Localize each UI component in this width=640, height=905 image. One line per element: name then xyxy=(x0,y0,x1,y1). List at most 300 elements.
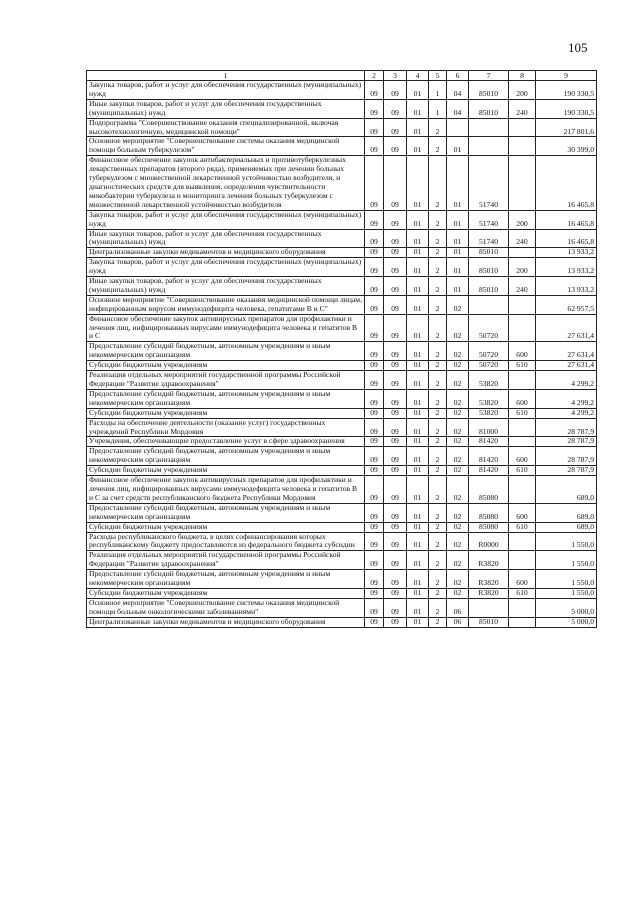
row-description: Учреждения, обеспечивающие предоставление услуг в сфере здравоохранения xyxy=(87,437,365,447)
expense-type-code: 600 xyxy=(509,342,536,361)
amount: 27 631,4 xyxy=(536,342,597,361)
program-code: 2 xyxy=(429,418,447,437)
table-row xyxy=(87,466,597,476)
ministry-code: 09 xyxy=(365,258,384,277)
subsection-code: 01 xyxy=(407,342,429,361)
ministry-code: 09 xyxy=(365,389,384,408)
row-description: Основное мероприятие "Совершенствование системы оказания медицинской помощи больным онкологическими заболеваниями" xyxy=(87,598,365,617)
ministry-code: 09 xyxy=(365,503,384,522)
expense-type-code xyxy=(509,532,536,551)
section-code: 09 xyxy=(384,532,407,551)
amount: 13 933,2 xyxy=(536,277,597,296)
amount: 28 787,9 xyxy=(536,466,597,476)
expense-code: 50720 xyxy=(469,361,509,371)
table-row xyxy=(87,408,597,418)
subsection-code: 01 xyxy=(407,371,429,390)
subprogram-code: 02 xyxy=(447,361,469,371)
row-description: Субсидии бюджетным учреждениям xyxy=(87,361,365,371)
subsection-code: 01 xyxy=(407,389,429,408)
ministry-code: 09 xyxy=(365,361,384,371)
expense-type-code xyxy=(509,137,536,156)
col-header: 9 xyxy=(536,71,597,81)
section-code: 09 xyxy=(384,598,407,617)
expense-code: 50720 xyxy=(469,314,509,342)
table-row xyxy=(87,258,597,277)
subsection-code: 01 xyxy=(407,522,429,532)
ministry-code: 09 xyxy=(365,598,384,617)
amount: 1 550,0 xyxy=(536,570,597,589)
section-code: 09 xyxy=(384,570,407,589)
subprogram-code: 02 xyxy=(447,588,469,598)
ministry-code: 09 xyxy=(365,532,384,551)
section-code: 09 xyxy=(384,418,407,437)
subsection-code: 01 xyxy=(407,210,429,229)
expense-code: 50720 xyxy=(469,342,509,361)
section-code: 09 xyxy=(384,389,407,408)
expense-type-code xyxy=(509,476,536,504)
expense-code: 85010 xyxy=(469,248,509,258)
table-row xyxy=(87,371,597,390)
col-header: 6 xyxy=(447,71,469,81)
row-description: Субсидии бюджетным учреждениям xyxy=(87,408,365,418)
amount: 27 631,4 xyxy=(536,361,597,371)
program-code: 2 xyxy=(429,229,447,248)
amount: 5 000,0 xyxy=(536,598,597,617)
section-code: 09 xyxy=(384,342,407,361)
section-code: 09 xyxy=(384,99,407,118)
program-code: 2 xyxy=(429,522,447,532)
program-code: 2 xyxy=(429,277,447,296)
program-code: 2 xyxy=(429,361,447,371)
section-code: 09 xyxy=(384,81,407,100)
page-number: 105 xyxy=(568,40,588,55)
subsection-code: 01 xyxy=(407,229,429,248)
section-code: 09 xyxy=(384,295,407,314)
row-description: Предоставление субсидий бюджетным, автономным учреждениям и иным некоммерческим организациям xyxy=(87,342,365,361)
table-row xyxy=(87,118,597,137)
program-code: 2 xyxy=(429,532,447,551)
ministry-code: 09 xyxy=(365,617,384,627)
section-code: 09 xyxy=(384,314,407,342)
expense-type-code xyxy=(509,437,536,447)
section-code: 09 xyxy=(384,551,407,570)
subprogram-code: 02 xyxy=(447,522,469,532)
program-code: 2 xyxy=(429,598,447,617)
subprogram-code: 02 xyxy=(447,342,469,361)
expense-type-code: 610 xyxy=(509,522,536,532)
expense-code: 81420 xyxy=(469,466,509,476)
row-description: Основное мероприятие "Совершенствование системы оказания медицинской помощи больным туберкулезом" xyxy=(87,137,365,156)
program-code: 2 xyxy=(429,466,447,476)
program-code: 2 xyxy=(429,503,447,522)
table-row xyxy=(87,81,597,100)
expense-code: R3820 xyxy=(469,551,509,570)
table-row xyxy=(87,229,597,248)
row-description: Закупка товаров, работ и услуг для обеспечения государственных (муниципальных) нужд xyxy=(87,258,365,277)
ministry-code: 09 xyxy=(365,81,384,100)
amount: 689,0 xyxy=(536,503,597,522)
section-code: 09 xyxy=(384,437,407,447)
table-row xyxy=(87,522,597,532)
table-row xyxy=(87,342,597,361)
section-code: 09 xyxy=(384,137,407,156)
expense-code: 51740 xyxy=(469,210,509,229)
expense-type-code: 600 xyxy=(509,570,536,589)
subprogram-code: 02 xyxy=(447,314,469,342)
program-code: 2 xyxy=(429,389,447,408)
table-row xyxy=(87,277,597,296)
ministry-code: 09 xyxy=(365,418,384,437)
expense-code: 85010 xyxy=(469,81,509,100)
amount: 190 330,5 xyxy=(536,99,597,118)
table-row xyxy=(87,389,597,408)
section-code: 09 xyxy=(384,361,407,371)
expense-type-code xyxy=(509,617,536,627)
ministry-code: 09 xyxy=(365,466,384,476)
program-code: 1 xyxy=(429,99,447,118)
table-row xyxy=(87,210,597,229)
ministry-code: 09 xyxy=(365,342,384,361)
expense-type-code: 610 xyxy=(509,408,536,418)
row-description: Субсидии бюджетным учреждениям xyxy=(87,588,365,598)
row-description: Централизованные закупки медикаментов и медицинского оборудования xyxy=(87,248,365,258)
section-code: 09 xyxy=(384,258,407,277)
expense-type-code: 600 xyxy=(509,447,536,466)
subprogram-code: 01 xyxy=(447,137,469,156)
subsection-code: 01 xyxy=(407,361,429,371)
table-row xyxy=(87,137,597,156)
amount: 4 299,2 xyxy=(536,389,597,408)
expense-code: 85080 xyxy=(469,522,509,532)
expense-type-code: 610 xyxy=(509,361,536,371)
subsection-code: 01 xyxy=(407,314,429,342)
row-description: Иные закупки товаров, работ и услуг для обеспечения государственных (муниципальных) нужд xyxy=(87,277,365,296)
amount: 13 933,2 xyxy=(536,258,597,277)
amount: 28 787,9 xyxy=(536,447,597,466)
expense-type-code: 600 xyxy=(509,389,536,408)
subsection-code: 01 xyxy=(407,476,429,504)
table-row xyxy=(87,437,597,447)
program-code: 2 xyxy=(429,118,447,137)
section-code: 09 xyxy=(384,466,407,476)
amount: 4 299,2 xyxy=(536,371,597,390)
col-header: 7 xyxy=(469,71,509,81)
expense-type-code xyxy=(509,598,536,617)
row-description: Иные закупки товаров, работ и услуг для обеспечения государственных (муниципальных) нужд xyxy=(87,99,365,118)
ministry-code: 09 xyxy=(365,295,384,314)
expense-code: 85010 xyxy=(469,99,509,118)
table-row xyxy=(87,617,597,627)
ministry-code: 09 xyxy=(365,408,384,418)
col-header: 8 xyxy=(509,71,536,81)
table-row xyxy=(87,598,597,617)
amount: 1 550,0 xyxy=(536,588,597,598)
amount: 689,0 xyxy=(536,476,597,504)
expense-type-code xyxy=(509,371,536,390)
subsection-code: 01 xyxy=(407,258,429,277)
subprogram-code: 04 xyxy=(447,81,469,100)
subprogram-code: 02 xyxy=(447,389,469,408)
table-row xyxy=(87,156,597,210)
expense-code: 53820 xyxy=(469,389,509,408)
row-description: Финансовое обеспечение закупок антивирусных препаратов для профилактики и лечения лиц, инфицированных вирусами иммунодефицита человека и гепатитов В и С xyxy=(87,314,365,342)
expense-type-code xyxy=(509,248,536,258)
program-code: 2 xyxy=(429,617,447,627)
col-header: 3 xyxy=(384,71,407,81)
col-header: 1 xyxy=(87,71,365,81)
section-code: 09 xyxy=(384,118,407,137)
amount: 1 550,0 xyxy=(536,532,597,551)
expense-type-code xyxy=(509,295,536,314)
section-code: 09 xyxy=(384,156,407,210)
subprogram-code: 02 xyxy=(447,532,469,551)
table-row xyxy=(87,295,597,314)
col-header: 5 xyxy=(429,71,447,81)
table-row xyxy=(87,418,597,437)
amount: 1 550,0 xyxy=(536,551,597,570)
subprogram-code: 01 xyxy=(447,277,469,296)
subprogram-code: 02 xyxy=(447,418,469,437)
program-code: 2 xyxy=(429,437,447,447)
expense-type-code xyxy=(509,118,536,137)
program-code: 2 xyxy=(429,342,447,361)
program-code: 2 xyxy=(429,156,447,210)
section-code: 09 xyxy=(384,408,407,418)
expense-type-code: 240 xyxy=(509,229,536,248)
subprogram-code: 02 xyxy=(447,371,469,390)
subsection-code: 01 xyxy=(407,598,429,617)
subprogram-code: 02 xyxy=(447,466,469,476)
program-code: 2 xyxy=(429,476,447,504)
row-description: Закупка товаров, работ и услуг для обеспечения государственных (муниципальных) нужд xyxy=(87,81,365,100)
expense-code: 85010 xyxy=(469,617,509,627)
expense-type-code: 600 xyxy=(509,503,536,522)
subsection-code: 01 xyxy=(407,295,429,314)
section-code: 09 xyxy=(384,229,407,248)
budget-table xyxy=(86,70,597,628)
subprogram-code: 02 xyxy=(447,408,469,418)
expense-code xyxy=(469,598,509,617)
row-description: Предоставление субсидий бюджетным, автономным учреждениям и иным некоммерческим организациям xyxy=(87,570,365,589)
subprogram-code: 02 xyxy=(447,570,469,589)
program-code: 2 xyxy=(429,210,447,229)
subprogram-code: 02 xyxy=(447,437,469,447)
expense-code: R3820 xyxy=(469,588,509,598)
ministry-code: 09 xyxy=(365,99,384,118)
subprogram-code: 06 xyxy=(447,617,469,627)
section-code: 09 xyxy=(384,503,407,522)
expense-type-code: 240 xyxy=(509,277,536,296)
table-row xyxy=(87,476,597,504)
table-row xyxy=(87,532,597,551)
subsection-code: 01 xyxy=(407,617,429,627)
subsection-code: 01 xyxy=(407,418,429,437)
row-description: Субсидии бюджетным учреждениям xyxy=(87,466,365,476)
ministry-code: 09 xyxy=(365,551,384,570)
expense-code: R0000 xyxy=(469,532,509,551)
expense-type-code xyxy=(509,314,536,342)
ministry-code: 09 xyxy=(365,437,384,447)
table-row xyxy=(87,588,597,598)
amount: 190 330,5 xyxy=(536,81,597,100)
amount: 16 465,8 xyxy=(536,210,597,229)
subsection-code: 01 xyxy=(407,466,429,476)
subsection-code: 01 xyxy=(407,588,429,598)
amount: 13 933,2 xyxy=(536,248,597,258)
expense-code: 51740 xyxy=(469,229,509,248)
subsection-code: 01 xyxy=(407,551,429,570)
expense-code: 85080 xyxy=(469,476,509,504)
expense-code: 85010 xyxy=(469,258,509,277)
ministry-code: 09 xyxy=(365,118,384,137)
row-description: Предоставление субсидий бюджетным, автономным учреждениям и иным некоммерческим организациям xyxy=(87,447,365,466)
ministry-code: 09 xyxy=(365,229,384,248)
program-code: 2 xyxy=(429,408,447,418)
expense-type-code xyxy=(509,551,536,570)
amount: 689,0 xyxy=(536,522,597,532)
header-row xyxy=(87,71,597,81)
program-code: 2 xyxy=(429,258,447,277)
table-row xyxy=(87,551,597,570)
expense-code: 85010 xyxy=(469,277,509,296)
subprogram-code xyxy=(447,118,469,137)
section-code: 09 xyxy=(384,277,407,296)
subsection-code: 01 xyxy=(407,532,429,551)
expense-code: R3820 xyxy=(469,570,509,589)
program-code: 2 xyxy=(429,447,447,466)
expense-code: 81000 xyxy=(469,418,509,437)
subsection-code: 01 xyxy=(407,99,429,118)
table-row xyxy=(87,503,597,522)
row-description: Финансовое обеспечение закупок антивирусных препаратов для профилактики и лечения лиц, инфицированных вирусами иммунодефицита человека и гепатитов В и С за счет средств республиканского бюджета Республики Мордовия xyxy=(87,476,365,504)
section-code: 09 xyxy=(384,588,407,598)
subprogram-code: 02 xyxy=(447,447,469,466)
expense-type-code: 610 xyxy=(509,588,536,598)
expense-code: 51740 xyxy=(469,156,509,210)
ministry-code: 09 xyxy=(365,570,384,589)
expense-code xyxy=(469,137,509,156)
col-header: 4 xyxy=(407,71,429,81)
subsection-code: 01 xyxy=(407,248,429,258)
ministry-code: 09 xyxy=(365,277,384,296)
subsection-code: 01 xyxy=(407,156,429,210)
section-code: 09 xyxy=(384,617,407,627)
expense-type-code: 200 xyxy=(509,258,536,277)
expense-code: 81420 xyxy=(469,437,509,447)
row-description: Предоставление субсидий бюджетным, автономным учреждениям и иным некоммерческим организациям xyxy=(87,389,365,408)
amount: 16 465,8 xyxy=(536,156,597,210)
amount: 28 787,9 xyxy=(536,418,597,437)
amount: 27 631,4 xyxy=(536,314,597,342)
ministry-code: 09 xyxy=(365,137,384,156)
subsection-code: 01 xyxy=(407,408,429,418)
subprogram-code: 02 xyxy=(447,295,469,314)
subprogram-code: 02 xyxy=(447,476,469,504)
subsection-code: 01 xyxy=(407,277,429,296)
subprogram-code: 06 xyxy=(447,598,469,617)
expense-code: 53820 xyxy=(469,371,509,390)
amount: 62 957,5 xyxy=(536,295,597,314)
subsection-code: 01 xyxy=(407,118,429,137)
section-code: 09 xyxy=(384,447,407,466)
col-header: 2 xyxy=(365,71,384,81)
ministry-code: 09 xyxy=(365,588,384,598)
row-description: Подпрограмма "Совершенствование оказания специализированной, включая высокотехнологичную, медицинской помощи" xyxy=(87,118,365,137)
subsection-code: 01 xyxy=(407,437,429,447)
expense-code: 81420 xyxy=(469,447,509,466)
program-code: 2 xyxy=(429,314,447,342)
row-description: Централизованные закупки медикаментов и медицинского оборудования xyxy=(87,617,365,627)
ministry-code: 09 xyxy=(365,522,384,532)
subprogram-code: 04 xyxy=(447,99,469,118)
ministry-code: 09 xyxy=(365,371,384,390)
table-row xyxy=(87,314,597,342)
subsection-code: 01 xyxy=(407,137,429,156)
program-code: 2 xyxy=(429,137,447,156)
section-code: 09 xyxy=(384,371,407,390)
row-description: Финансовое обеспечение закупок антибактериальных и противотуберкулезных лекарственных препаратов (второго ряда), применяемых при лечении больных туберкулезом с множественной лекарственной устойчивостью возбудителя, и диагностических средств для выявления, определения чувствительности микобактерии туберкулеза и мониторинга лечения больных туберкулезом с множественной лекарственной устойчивостью возбудителя xyxy=(87,156,365,210)
program-code: 1 xyxy=(429,81,447,100)
subsection-code: 01 xyxy=(407,81,429,100)
amount: 30 399,0 xyxy=(536,137,597,156)
expense-code: 85080 xyxy=(469,503,509,522)
section-code: 09 xyxy=(384,476,407,504)
row-description: Предоставление субсидий бюджетным, автономным учреждениям и иным некоммерческим организациям xyxy=(87,503,365,522)
program-code: 2 xyxy=(429,551,447,570)
table-row xyxy=(87,570,597,589)
subprogram-code: 01 xyxy=(447,258,469,277)
subprogram-code: 01 xyxy=(447,229,469,248)
expense-code: 53820 xyxy=(469,408,509,418)
expense-type-code xyxy=(509,156,536,210)
row-description: Расходы на обеспечение деятельности (оказание услуг) государственных учреждений Республики Мордовия xyxy=(87,418,365,437)
program-code: 2 xyxy=(429,588,447,598)
program-code: 2 xyxy=(429,570,447,589)
ministry-code: 09 xyxy=(365,248,384,258)
row-description: Расходы республиканского бюджета, в целях софинансирования которых республиканскому бюджету предоставляются из федерального бюджета субсидии xyxy=(87,532,365,551)
row-description: Реализация отдельных мероприятий государственной программы Российской Федерации "Развитие здравоохранения" xyxy=(87,551,365,570)
expense-type-code: 200 xyxy=(509,81,536,100)
ministry-code: 09 xyxy=(365,156,384,210)
section-code: 09 xyxy=(384,210,407,229)
subprogram-code: 01 xyxy=(447,156,469,210)
expense-type-code: 200 xyxy=(509,210,536,229)
amount: 217 801,6 xyxy=(536,118,597,137)
ministry-code: 09 xyxy=(365,476,384,504)
subsection-code: 01 xyxy=(407,570,429,589)
subprogram-code: 01 xyxy=(447,210,469,229)
table-row xyxy=(87,248,597,258)
expense-type-code xyxy=(509,418,536,437)
subprogram-code: 02 xyxy=(447,503,469,522)
subsection-code: 01 xyxy=(407,503,429,522)
row-description: Основное мероприятие "Совершенствование оказания медицинской помощи лицам, инфицированным вирусом иммунодефицита человека, гепатитами В и С" xyxy=(87,295,365,314)
section-code: 09 xyxy=(384,522,407,532)
amount: 4 299,2 xyxy=(536,408,597,418)
ministry-code: 09 xyxy=(365,314,384,342)
expense-type-code: 610 xyxy=(509,466,536,476)
row-description: Субсидии бюджетным учреждениям xyxy=(87,522,365,532)
table-row xyxy=(87,447,597,466)
amount: 5 000,0 xyxy=(536,617,597,627)
expense-type-code: 240 xyxy=(509,99,536,118)
program-code: 2 xyxy=(429,295,447,314)
program-code: 2 xyxy=(429,248,447,258)
table-row xyxy=(87,99,597,118)
subprogram-code: 02 xyxy=(447,551,469,570)
subsection-code: 01 xyxy=(407,447,429,466)
ministry-code: 09 xyxy=(365,210,384,229)
